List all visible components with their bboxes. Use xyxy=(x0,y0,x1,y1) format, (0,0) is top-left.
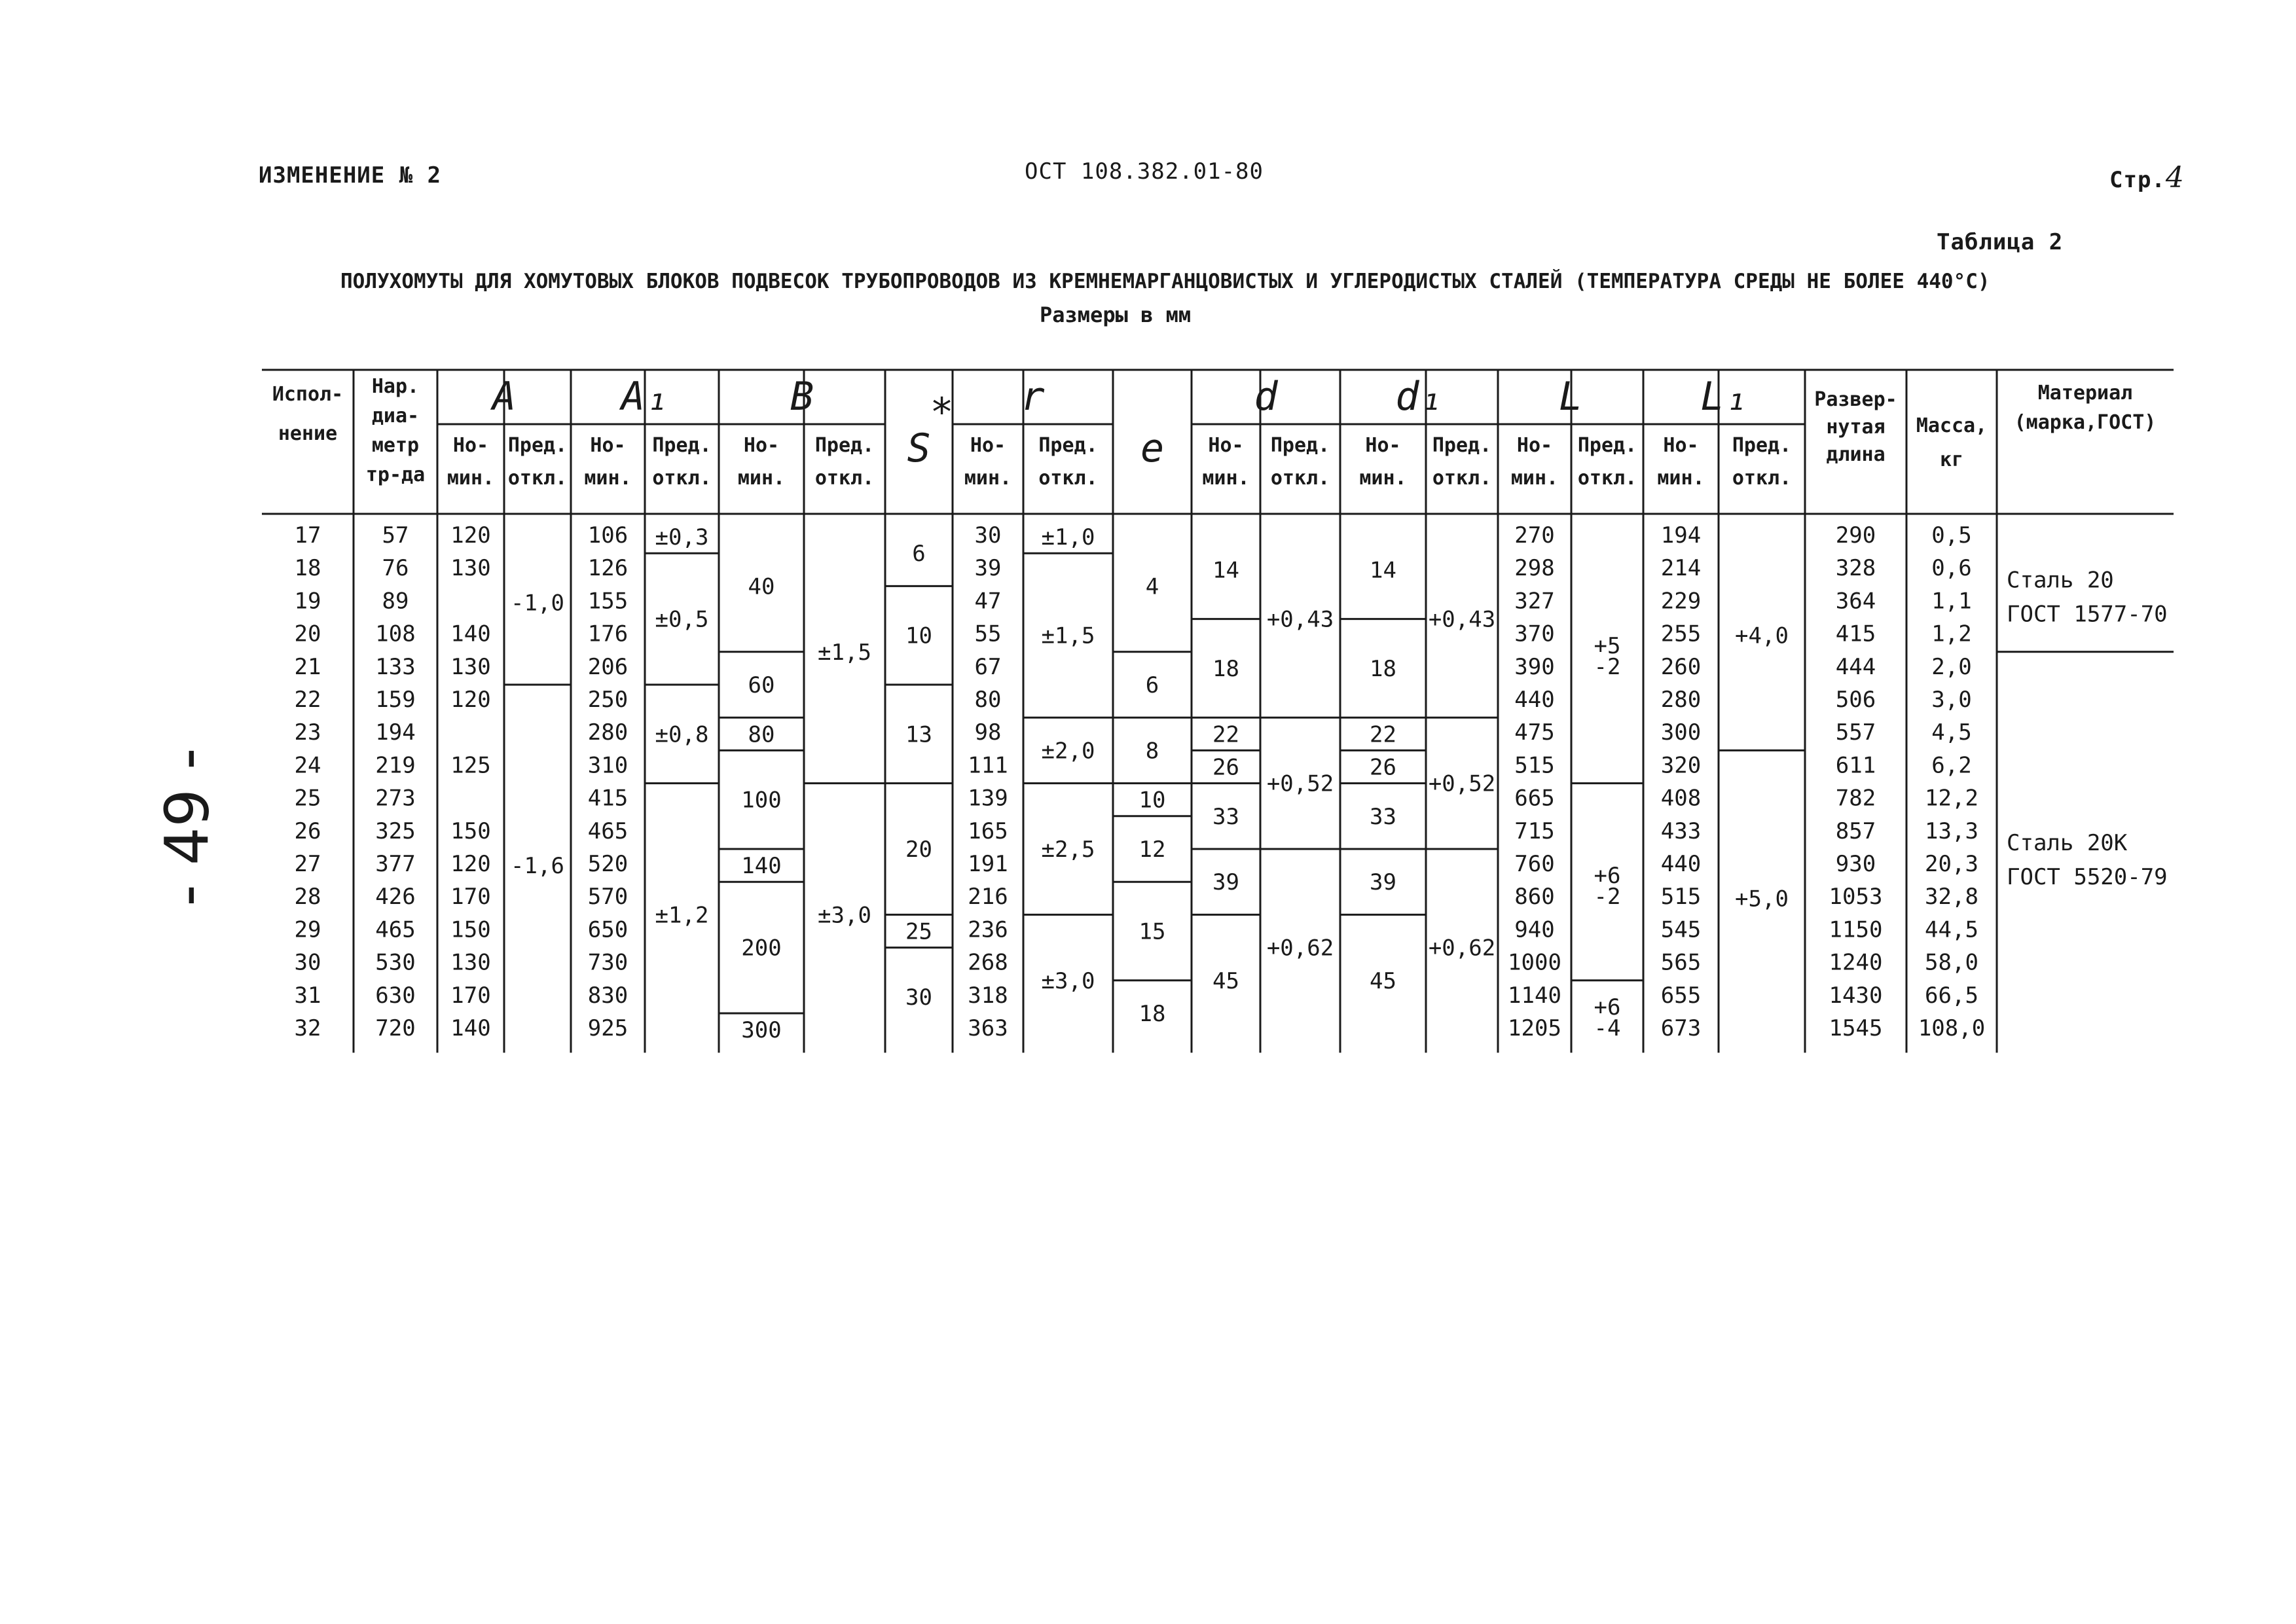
header-nominal: мин. xyxy=(1202,467,1250,490)
row-e: 15 xyxy=(1139,918,1166,945)
row-razv-length: 857 xyxy=(1835,818,1876,844)
row-r-nominal: 98 xyxy=(974,719,1002,746)
row-L1-nominal: 300 xyxy=(1660,719,1702,746)
row-A1-nominal: 280 xyxy=(587,719,629,746)
row-nar-diameter: 108 xyxy=(375,621,416,647)
header-A: A xyxy=(492,374,517,420)
row-mass: 0,6 xyxy=(1931,555,1972,582)
row-B-nominal: 80 xyxy=(748,721,775,748)
row-razv-length: 290 xyxy=(1835,522,1876,549)
row-mass: 13,3 xyxy=(1925,818,1978,844)
row-mass: 0,5 xyxy=(1931,522,1972,549)
row-mass: 4,5 xyxy=(1931,719,1972,746)
row-razv-length: 1240 xyxy=(1829,949,1883,976)
row-A-tolerance: -1,0 xyxy=(511,590,564,617)
row-A1-nominal: 415 xyxy=(587,785,629,812)
row-A-nominal: 150 xyxy=(450,916,491,943)
header-nominal: Но- xyxy=(452,434,489,457)
row-mass: 44,5 xyxy=(1925,916,1978,943)
row-d1-tolerance: +0,62 xyxy=(1428,935,1496,962)
header-tolerance: Пред. xyxy=(1432,434,1492,457)
row-A1-nominal: 106 xyxy=(587,522,629,549)
header-S: S xyxy=(907,425,931,471)
page-number: 4 xyxy=(2165,161,2185,194)
row-razv-length: 444 xyxy=(1835,653,1876,680)
header-isp: нение xyxy=(278,422,338,445)
change-label: ИЗМЕНЕНИЕ № 2 xyxy=(259,162,442,189)
row-A-nominal: 120 xyxy=(450,851,491,877)
row-mass: 3,0 xyxy=(1931,687,1972,713)
row-isp: 24 xyxy=(294,752,321,779)
row-L1-nominal: 545 xyxy=(1660,916,1702,943)
row-L1-nominal: 260 xyxy=(1660,653,1702,680)
header-d: d xyxy=(1254,374,1278,420)
row-d1-nominal: 39 xyxy=(1370,869,1396,896)
row-mass: 58,0 xyxy=(1925,949,1978,976)
row-S: 30 xyxy=(905,984,932,1011)
row-razv-length: 930 xyxy=(1835,851,1876,877)
row-r-nominal: 80 xyxy=(974,687,1002,713)
row-r-nominal: 111 xyxy=(968,752,1008,779)
row-L1-nominal: 408 xyxy=(1660,785,1702,812)
row-razv-length: 1053 xyxy=(1829,884,1883,911)
header-nominal: Но- xyxy=(590,434,626,457)
row-isp: 26 xyxy=(294,818,321,844)
header-tolerance: откл. xyxy=(652,467,712,490)
row-A1-nominal: 250 xyxy=(587,687,629,713)
header-nominal: мин. xyxy=(584,467,632,490)
row-L-tolerance: +6 xyxy=(1594,994,1621,1020)
row-r-nominal: 139 xyxy=(968,785,1008,812)
row-r-nominal: 236 xyxy=(968,916,1008,943)
row-e: 8 xyxy=(1145,738,1159,765)
row-L-nominal: 1140 xyxy=(1508,982,1561,1009)
row-S: 6 xyxy=(912,541,926,568)
row-d1-nominal: 26 xyxy=(1370,754,1396,781)
row-e: 12 xyxy=(1139,837,1166,863)
row-L-nominal: 760 xyxy=(1514,851,1555,877)
row-A1-tolerance: ±0,3 xyxy=(655,524,709,551)
row-razv-length: 557 xyxy=(1835,719,1876,746)
row-isp: 18 xyxy=(294,555,321,582)
header-r: r xyxy=(1021,374,1045,420)
row-isp: 19 xyxy=(294,588,321,615)
row-nar-diameter: 89 xyxy=(382,588,409,615)
row-r-nominal: 39 xyxy=(974,555,1002,582)
row-L-nominal: 390 xyxy=(1514,653,1555,680)
row-L-tolerance: -2 xyxy=(1594,884,1621,911)
row-L-nominal: 298 xyxy=(1514,555,1555,582)
header-mass: Масса, xyxy=(1916,414,1988,437)
row-L1-nominal: 320 xyxy=(1660,752,1702,779)
header-tolerance: откл. xyxy=(1732,467,1792,490)
row-razv-length: 1430 xyxy=(1829,982,1883,1009)
row-nar-diameter: 426 xyxy=(375,884,416,911)
row-L-tolerance: +5 xyxy=(1594,632,1621,659)
row-A1-nominal: 730 xyxy=(587,949,629,976)
header-razv-length: длина xyxy=(1826,443,1886,466)
row-S: 20 xyxy=(905,837,932,863)
row-mass: 1,2 xyxy=(1931,621,1972,647)
row-r-nominal: 268 xyxy=(968,949,1008,976)
row-isp: 20 xyxy=(294,621,321,647)
row-material: ГОСТ 1577-70 xyxy=(2007,601,2168,628)
row-e: 4 xyxy=(1145,573,1159,600)
row-nar-diameter: 465 xyxy=(375,916,416,943)
header-razv-length: нутая xyxy=(1826,416,1886,439)
row-A1-nominal: 830 xyxy=(587,982,629,1009)
table-title: ПОЛУХОМУТЫ ДЛЯ ХОМУТОВЫХ БЛОКОВ ПОДВЕСОК ТРУБОПРОВОДОВ ИЗ КРЕМНЕМАРГАНЦОВИСТЫХ И УГЛЕРОДИСТЫХ СТАЛЕЙ (ТЕМПЕРАТУРА СРЕДЫ НЕ БОЛЕЕ 440°С) xyxy=(340,270,1990,293)
row-A1-nominal: 570 xyxy=(587,884,629,911)
header-tolerance: откл. xyxy=(1038,467,1098,490)
row-A-nominal: 130 xyxy=(450,949,491,976)
header-d1: d₁ xyxy=(1395,374,1443,420)
row-isp: 23 xyxy=(294,719,321,746)
row-A-nominal: 120 xyxy=(450,522,491,549)
row-L-nominal: 860 xyxy=(1514,884,1555,911)
row-L-nominal: 475 xyxy=(1514,719,1555,746)
row-d-tolerance: +0,62 xyxy=(1266,935,1334,962)
row-L1-nominal: 194 xyxy=(1660,522,1702,549)
row-A-nominal: 170 xyxy=(450,884,491,911)
row-L-nominal: 665 xyxy=(1514,785,1555,812)
row-r-nominal: 30 xyxy=(974,522,1002,549)
header-mass: кг xyxy=(1939,448,1964,471)
row-mass: 1,1 xyxy=(1931,588,1972,615)
row-razv-length: 415 xyxy=(1835,621,1876,647)
row-S: 25 xyxy=(905,918,932,945)
row-A1-nominal: 465 xyxy=(587,818,629,844)
page-side-mark: - 49 - xyxy=(152,748,223,907)
header-tolerance: Пред. xyxy=(507,434,568,457)
row-razv-length: 1545 xyxy=(1829,1015,1883,1041)
row-d1-nominal: 22 xyxy=(1370,721,1396,748)
row-d1-nominal: 18 xyxy=(1370,655,1396,682)
row-r-tolerance: ±2,5 xyxy=(1041,837,1095,863)
row-S: 10 xyxy=(905,623,932,649)
row-L-nominal: 440 xyxy=(1514,687,1555,713)
header-A1: A₁ xyxy=(621,374,669,420)
row-L1-nominal: 655 xyxy=(1660,982,1702,1009)
row-nar-diameter: 377 xyxy=(375,851,416,877)
row-r-nominal: 363 xyxy=(968,1015,1008,1041)
row-mass: 32,8 xyxy=(1925,884,1978,911)
header-razv-length: Развер- xyxy=(1814,388,1897,411)
row-e: 10 xyxy=(1139,787,1166,814)
header-nominal: Но- xyxy=(1663,434,1699,457)
row-isp: 21 xyxy=(294,653,321,680)
header-tolerance: Пред. xyxy=(814,434,875,457)
header-L1: L₁ xyxy=(1700,374,1748,420)
row-r-tolerance: ±3,0 xyxy=(1041,967,1095,994)
row-mass: 108,0 xyxy=(1918,1015,1986,1041)
row-r-nominal: 318 xyxy=(968,982,1008,1009)
header-S-star: * xyxy=(930,389,954,435)
row-L-nominal: 270 xyxy=(1514,522,1555,549)
row-mass: 6,2 xyxy=(1931,752,1972,779)
row-d-nominal: 18 xyxy=(1212,655,1239,682)
row-d1-tolerance: +0,43 xyxy=(1428,606,1496,633)
row-r-nominal: 165 xyxy=(968,818,1008,844)
row-razv-length: 782 xyxy=(1835,785,1876,812)
row-A1-tolerance: ±1,2 xyxy=(655,902,709,929)
row-L1-nominal: 229 xyxy=(1660,588,1702,615)
header-B: B xyxy=(790,374,814,420)
row-B-nominal: 100 xyxy=(741,787,782,814)
row-e: 6 xyxy=(1145,672,1159,698)
row-L-tolerance: -2 xyxy=(1594,653,1621,680)
row-razv-length: 1150 xyxy=(1829,916,1883,943)
row-r-nominal: 47 xyxy=(974,588,1002,615)
row-d1-nominal: 33 xyxy=(1370,803,1396,830)
row-B-nominal: 200 xyxy=(741,935,782,962)
row-r-tolerance: ±1,5 xyxy=(1041,623,1095,649)
row-isp: 17 xyxy=(294,522,321,549)
header-tolerance: Пред. xyxy=(652,434,712,457)
page-label: Стр. xyxy=(2109,167,2166,193)
row-A-tolerance: -1,6 xyxy=(511,853,564,880)
row-material: Сталь 20 xyxy=(2007,567,2114,594)
header-nar-diameter: метр xyxy=(371,434,420,457)
header-nominal: Но- xyxy=(970,434,1006,457)
row-nar-diameter: 76 xyxy=(382,555,409,582)
row-nar-diameter: 273 xyxy=(375,785,416,812)
row-nar-diameter: 720 xyxy=(375,1015,416,1041)
row-nar-diameter: 133 xyxy=(375,653,416,680)
row-d-nominal: 22 xyxy=(1212,721,1239,748)
row-material: ГОСТ 5520-79 xyxy=(2007,864,2168,890)
row-mass: 2,0 xyxy=(1931,653,1972,680)
header-nominal: Но- xyxy=(1365,434,1401,457)
header-nominal: мин. xyxy=(737,467,786,490)
row-r-nominal: 67 xyxy=(974,653,1002,680)
header-nominal: мин. xyxy=(1359,467,1407,490)
row-d-nominal: 14 xyxy=(1212,557,1239,584)
row-nar-diameter: 194 xyxy=(375,719,416,746)
row-A1-tolerance: ±0,8 xyxy=(655,721,709,748)
header-nominal: мин. xyxy=(1657,467,1705,490)
row-A-nominal: 140 xyxy=(450,1015,491,1041)
header-material: (марка,ГОСТ) xyxy=(2014,411,2157,434)
header-L: L xyxy=(1558,374,1583,420)
row-nar-diameter: 159 xyxy=(375,687,416,713)
table-header xyxy=(272,374,2157,490)
row-S: 13 xyxy=(905,721,932,748)
row-nar-diameter: 630 xyxy=(375,982,416,1009)
row-L1-nominal: 673 xyxy=(1660,1015,1702,1041)
row-nar-diameter: 219 xyxy=(375,752,416,779)
row-nar-diameter: 530 xyxy=(375,949,416,976)
row-razv-length: 328 xyxy=(1835,555,1876,582)
header-nominal: Но- xyxy=(743,434,780,457)
header-tolerance: откл. xyxy=(1577,467,1637,490)
row-A-nominal: 130 xyxy=(450,555,491,582)
row-L-nominal: 370 xyxy=(1514,621,1555,647)
header-tolerance: Пред. xyxy=(1577,434,1637,457)
header-tolerance: Пред. xyxy=(1270,434,1330,457)
row-L-nominal: 715 xyxy=(1514,818,1555,844)
row-nar-diameter: 57 xyxy=(382,522,409,549)
header-tolerance: откл. xyxy=(1432,467,1492,490)
row-isp: 32 xyxy=(294,1015,321,1041)
header-nominal: Но- xyxy=(1208,434,1244,457)
row-L1-nominal: 280 xyxy=(1660,687,1702,713)
row-A1-nominal: 310 xyxy=(587,752,629,779)
header-nar-diameter: Нар. xyxy=(371,375,420,398)
header-tolerance: откл. xyxy=(507,467,568,490)
row-L1-nominal: 433 xyxy=(1660,818,1702,844)
header-e: e xyxy=(1140,425,1165,471)
row-L-nominal: 940 xyxy=(1514,916,1555,943)
header-tolerance: откл. xyxy=(814,467,875,490)
row-d-nominal: 45 xyxy=(1212,967,1239,994)
row-L1-nominal: 214 xyxy=(1660,555,1702,582)
row-isp: 30 xyxy=(294,949,321,976)
units-note: Размеры в мм xyxy=(1040,302,1192,327)
header-tolerance: Пред. xyxy=(1732,434,1792,457)
row-isp: 27 xyxy=(294,851,321,877)
row-B-nominal: 300 xyxy=(741,1017,782,1044)
row-L1-nominal: 515 xyxy=(1660,884,1702,911)
row-r-nominal: 216 xyxy=(968,884,1008,911)
header-nominal: Но- xyxy=(1516,434,1553,457)
row-L1-tolerance: +5,0 xyxy=(1735,886,1789,912)
row-d1-tolerance: +0,52 xyxy=(1428,770,1496,797)
row-A-nominal: 170 xyxy=(450,982,491,1009)
row-B-tolerance: ±1,5 xyxy=(818,639,871,666)
row-d-nominal: 26 xyxy=(1212,754,1239,781)
row-L-tolerance: -4 xyxy=(1594,1015,1621,1041)
row-d-nominal: 39 xyxy=(1212,869,1239,896)
header-tolerance: откл. xyxy=(1270,467,1330,490)
row-A-nominal: 120 xyxy=(450,687,491,713)
header-isp: Испол- xyxy=(272,383,344,406)
header-nominal: мин. xyxy=(964,467,1012,490)
row-material: Сталь 20К xyxy=(2007,830,2128,856)
row-mass: 12,2 xyxy=(1925,785,1978,812)
row-A-nominal: 140 xyxy=(450,621,491,647)
row-A1-nominal: 206 xyxy=(587,653,629,680)
row-razv-length: 364 xyxy=(1835,588,1876,615)
row-L1-nominal: 255 xyxy=(1660,621,1702,647)
header-nominal: мин. xyxy=(1510,467,1559,490)
row-isp: 29 xyxy=(294,916,321,943)
header-nar-diameter: тр-да xyxy=(365,463,426,486)
row-A1-nominal: 155 xyxy=(587,588,629,615)
row-r-nominal: 55 xyxy=(974,621,1002,647)
row-A1-nominal: 520 xyxy=(587,851,629,877)
row-A1-nominal: 925 xyxy=(587,1015,629,1041)
row-A-nominal: 130 xyxy=(450,653,491,680)
row-L-nominal: 327 xyxy=(1514,588,1555,615)
row-A1-nominal: 650 xyxy=(587,916,629,943)
row-A-nominal: 125 xyxy=(450,752,491,779)
row-isp: 28 xyxy=(294,884,321,911)
row-L-nominal: 1205 xyxy=(1508,1015,1561,1041)
row-d-nominal: 33 xyxy=(1212,803,1239,830)
row-r-nominal: 191 xyxy=(968,851,1008,877)
table-label: Таблица 2 xyxy=(1937,229,2064,255)
row-A1-nominal: 176 xyxy=(587,621,629,647)
row-e: 18 xyxy=(1139,1001,1166,1027)
row-razv-length: 506 xyxy=(1835,687,1876,713)
row-isp: 25 xyxy=(294,785,321,812)
row-d-tolerance: +0,52 xyxy=(1266,770,1334,797)
header-tolerance: Пред. xyxy=(1038,434,1098,457)
row-A-nominal: 150 xyxy=(450,818,491,844)
header-material: Материал xyxy=(2037,382,2133,405)
row-L1-tolerance: +4,0 xyxy=(1735,623,1789,649)
row-L-tolerance: +6 xyxy=(1594,863,1621,890)
row-isp: 22 xyxy=(294,687,321,713)
row-d1-nominal: 45 xyxy=(1370,967,1396,994)
row-isp: 31 xyxy=(294,982,321,1009)
row-d-tolerance: +0,43 xyxy=(1266,606,1334,633)
row-r-tolerance: ±1,0 xyxy=(1041,524,1095,551)
row-L1-nominal: 440 xyxy=(1660,851,1702,877)
row-B-nominal: 60 xyxy=(748,672,775,698)
row-B-nominal: 140 xyxy=(741,853,782,880)
row-A1-nominal: 126 xyxy=(587,555,629,582)
row-L1-nominal: 565 xyxy=(1660,949,1702,976)
row-razv-length: 611 xyxy=(1835,752,1876,779)
row-B-tolerance: ±3,0 xyxy=(818,902,871,929)
row-mass: 20,3 xyxy=(1925,851,1978,877)
header-nominal: мин. xyxy=(446,467,495,490)
row-L-nominal: 1000 xyxy=(1508,949,1561,976)
header-nar-diameter: диа- xyxy=(371,405,420,427)
row-A1-tolerance: ±0,5 xyxy=(655,606,709,633)
row-r-tolerance: ±2,0 xyxy=(1041,738,1095,765)
row-nar-diameter: 325 xyxy=(375,818,416,844)
row-d1-nominal: 14 xyxy=(1370,557,1396,584)
doc-code: ОСТ 108.382.01-80 xyxy=(1025,158,1264,185)
row-mass: 66,5 xyxy=(1925,982,1978,1009)
row-B-nominal: 40 xyxy=(748,573,775,600)
row-L-nominal: 515 xyxy=(1514,752,1555,779)
